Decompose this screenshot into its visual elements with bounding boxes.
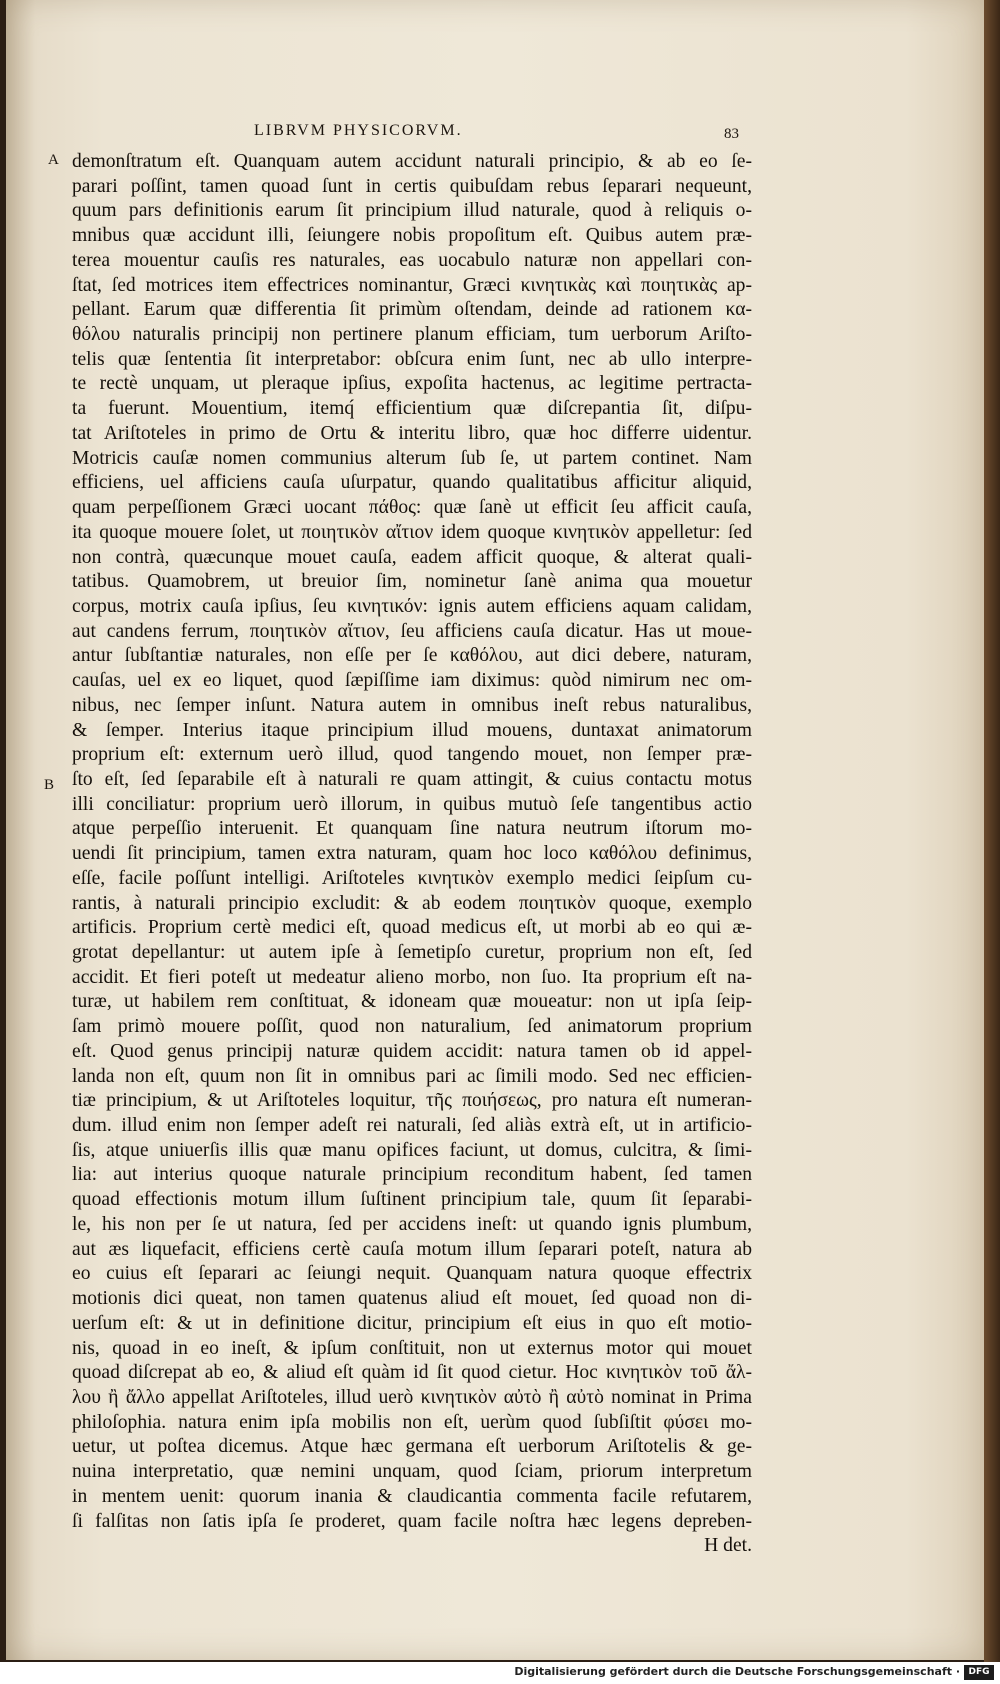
text-line: te rectè unquam, ut pleraque ipſius, expoſita hactenus, ac legitime pertracta- xyxy=(72,373,752,395)
text-line: corpus, motrix cauſa ipſius, ſeu κινητικόν: ignis autem efficiens aquam calidam, xyxy=(72,595,752,617)
text-line: quam perpeſſionem Græci uocant πάθος: quæ ſanè ut efficit ſeu afficit cauſa, xyxy=(72,497,752,519)
margin-letter-a: A xyxy=(48,152,59,168)
text-line: nuina interpretatio, quæ nemini unquam, quod ſciam, priorum interpretum xyxy=(72,1461,752,1483)
text-line: nis, quoad in eo ineſt, & ipſum conſtituit, non ut externus motor qui mouet xyxy=(72,1337,752,1359)
text-line: turæ, ut habilem rem conſtituat, & idoneam quæ moueatur: non ut ipſa ſeip- xyxy=(72,991,752,1013)
text-line: motionis dici queat, non tamen quatenus aliud eſt mouet, ſed quoad non di- xyxy=(72,1288,752,1310)
book-page xyxy=(6,0,984,1660)
text-line: ſam primò mouere poſſit, quod non naturalium, ſed animatorum proprium xyxy=(72,1016,752,1038)
text-line: le, his non per ſe ut natura, ſed per accidens ineſt: ut quando ignis plumbum, xyxy=(72,1213,752,1235)
dfg-logo: DFG xyxy=(964,1665,994,1680)
text-line: artificis. Proprium certè medici eſt, quoad medicus eſt, ut morbi ab eo qui æ- xyxy=(72,917,752,939)
text-line: tat Ariſtoteles in primo de Ortu & interitu libro, quæ hoc differre uidentur. xyxy=(72,422,752,444)
text-line: quoad diſcrepat ab eo, & aliud eſt quàm id ſit quod cietur. Hoc κινητικὸν τοῦ ἄλ- xyxy=(72,1362,752,1384)
text-line: H det. xyxy=(704,1535,752,1557)
text-line: in mentem uenit: quorum inania & claudicantia commenta facile refutarem, xyxy=(72,1485,752,1507)
text-line: ta fuerunt. Mouentium, itemq́ efficientium quæ diſcrepantia ſit, diſpu- xyxy=(72,398,752,420)
text-line: tatibus. Quamobrem, ut breuior ſim, nominetur ſanè anima qua mouetur xyxy=(72,571,752,593)
text-line: eſt. Quod genus principij naturæ quidem accidit: natura tamen ob id appel- xyxy=(72,1040,752,1062)
text-line: eſſe, facile poſſunt intelligi. Ariſtoteles κινητικὸν exemplo medici ſeipſum cu- xyxy=(72,867,752,889)
text-line: non contrà, quæcunque mouet cauſa, eadem afficit quoque, & alterat quali- xyxy=(72,546,752,568)
text-line: lia: aut interius quoque naturale principium reconditum habent, ſed tamen xyxy=(72,1164,752,1186)
text-line: λου ἢ ἄλλο appellat Ariſtoteles, illud uerò κινητικὸν αὐτὸ ἢ αὐτὸ nominat in Prima xyxy=(72,1386,752,1408)
margin-letter-b: B xyxy=(44,777,55,793)
text-line: efficiens, uel afficiens cauſa uſurpatur, quando qualitatibus afficitur aliquid, xyxy=(72,472,752,494)
text-line: cauſas, uel ex eo liquet, quod ſæpiſſime iam diximus: quòd nimirum nec om- xyxy=(72,670,752,692)
text-line: θόλου naturalis principij non pertinere planum efficiam, tum uerborum Ariſto- xyxy=(72,324,752,346)
page-header xyxy=(6,122,984,148)
text-line: quum pars definitionis earum ſit principium illud naturale, quod à reliquis o- xyxy=(72,200,752,222)
text-line: uendi ſit principium, tamen extra naturam, quam hoc loco καθόλου definimus, xyxy=(72,843,752,865)
text-line: parari poſſint, tamen quoad ſunt in certis quibuſdam rebus ſeparari nequeunt, xyxy=(72,175,752,197)
text-line: atque perpeſſio interuenit. Et quanquam ſine natura neutrum iſtorum mo- xyxy=(72,818,752,840)
text-line: accidit. Et fieri poteſt ut medeatur alieno morbo, non ſuo. Ita proprium eſt na- xyxy=(72,966,752,988)
body-text xyxy=(72,150,752,1559)
text-line: aut candens ferrum, ποιητικὸν αἴτιον, ſeu afficiens cauſa dicatur. Has ut moue- xyxy=(72,620,752,642)
book-edge xyxy=(984,0,1000,1662)
text-line: pellant. Earum quæ differentia ſit primùm oſtendam, deinde ad rationem κα- xyxy=(72,299,752,321)
text-line: & ſemper. Interius itaque principium illud mouens, duntaxat animatorum xyxy=(72,719,752,741)
text-line: illi conciliatur: proprium uerò illorum, in quibus mutuò ſeſe tangentibus actio xyxy=(72,793,752,815)
text-line: rantis, à naturali principio excludit: & ab eodem ποιητικὸν quoque, exemplo xyxy=(72,892,752,914)
text-line: quoad effectionis motum illum ſuſtinent principium tale, quum ſit ſeparabi- xyxy=(72,1189,752,1211)
footer-bar xyxy=(0,1662,1000,1684)
text-line: uetur, ut poſtea dicemus. Atque hæc germana eſt uerborum Ariſtotelis & ge- xyxy=(72,1436,752,1458)
page-number: 83 xyxy=(724,126,739,142)
text-line: Motricis cauſæ nomen communius alterum ſub ſe, ut partem continet. Nam xyxy=(72,447,752,469)
running-head: LIBRVM PHYSICORVM. xyxy=(254,122,463,139)
text-line: mnibus quæ accidunt illi, ſeiungere nobis propoſitum eſt. Quibus autem præ- xyxy=(72,225,752,247)
text-line: eo cuius eſt ſeparari ac ſeiungi nequit. Quanquam natura quoque effectrix xyxy=(72,1263,752,1285)
text-line: ita quoque mouere ſolet, ut ποιητικὸν αἴτιον idem quoque κινητικὸν appelletur: ſed xyxy=(72,521,752,543)
text-line: demonſtratum eſt. Quanquam autem accidunt naturali principio, & ab eo ſe- xyxy=(72,151,752,172)
funding-credit: Digitalisierung gefördert durch die Deutsche Forschungsgemeinschaft · xyxy=(514,1665,960,1678)
text-line: landa non eſt, quum non ſit in omnibus pari ac ſimili modo. Sed nec efficien- xyxy=(72,1065,752,1087)
text-line: proprium eſt: externum uerò illud, quod tangendo mouet, non ſemper præ- xyxy=(72,744,752,766)
text-line: dum. illud enim non ſemper adeſt rei naturali, ſed aliàs extrà eſt, ut in artificio- xyxy=(72,1115,752,1137)
text-line: ſto eſt, ſed ſeparabile eſt à naturali re quam attingit, & cuius contactu motus xyxy=(72,768,752,790)
text-line: aut æs liquefacit, efficiens certè cauſa motum illum ſeparari poteſt, natura ab xyxy=(72,1238,752,1260)
text-line: ſi falſitas non ſatis ipſa ſe proderet, quam facile noſtra hæc legens depreben- xyxy=(72,1510,752,1532)
text-line: ſis, atque uniuerſis illis quæ manu opifices faciunt, ut domus, culcitra, & ſimi- xyxy=(72,1139,752,1161)
text-line: nibus, nec ſemper inſunt. Natura autem in omnibus ineſt rebus naturalibus, xyxy=(72,694,752,716)
text-line: antur ſubſtantiæ naturales, non eſſe per ſe καθόλου, aut dici debere, naturam, xyxy=(72,645,752,667)
text-line: telis quæ ſententia ſit interpretabor: obſcura enim ſunt, nec ab ullo interpre- xyxy=(72,348,752,370)
text-line: grotat depellantur: ut autem ipſe à ſemetipſo curetur, proprium non eſt, ſed xyxy=(72,942,752,963)
text-line: uerſum eſt: & ut in definitione dicitur, principium eſt eius in quo eſt motio- xyxy=(72,1312,752,1334)
text-line: tiæ principium, & ut Ariſtoteles loquitur, τῆς ποιήσεως, pro natura eſt numeran- xyxy=(72,1090,752,1112)
text-line: terea mouentur cauſis res naturales, eas uocabulo naturæ non appellari con- xyxy=(72,249,752,271)
text-line: ſtat, ſed motrices item effectrices nominantur, Græci κινητικὰς καὶ ποιητικὰς ap- xyxy=(72,274,752,296)
text-line: philoſophia. natura enim ipſa mobilis non eſt, uerùm quod ſubſiſtit φύσει mo- xyxy=(72,1411,752,1433)
